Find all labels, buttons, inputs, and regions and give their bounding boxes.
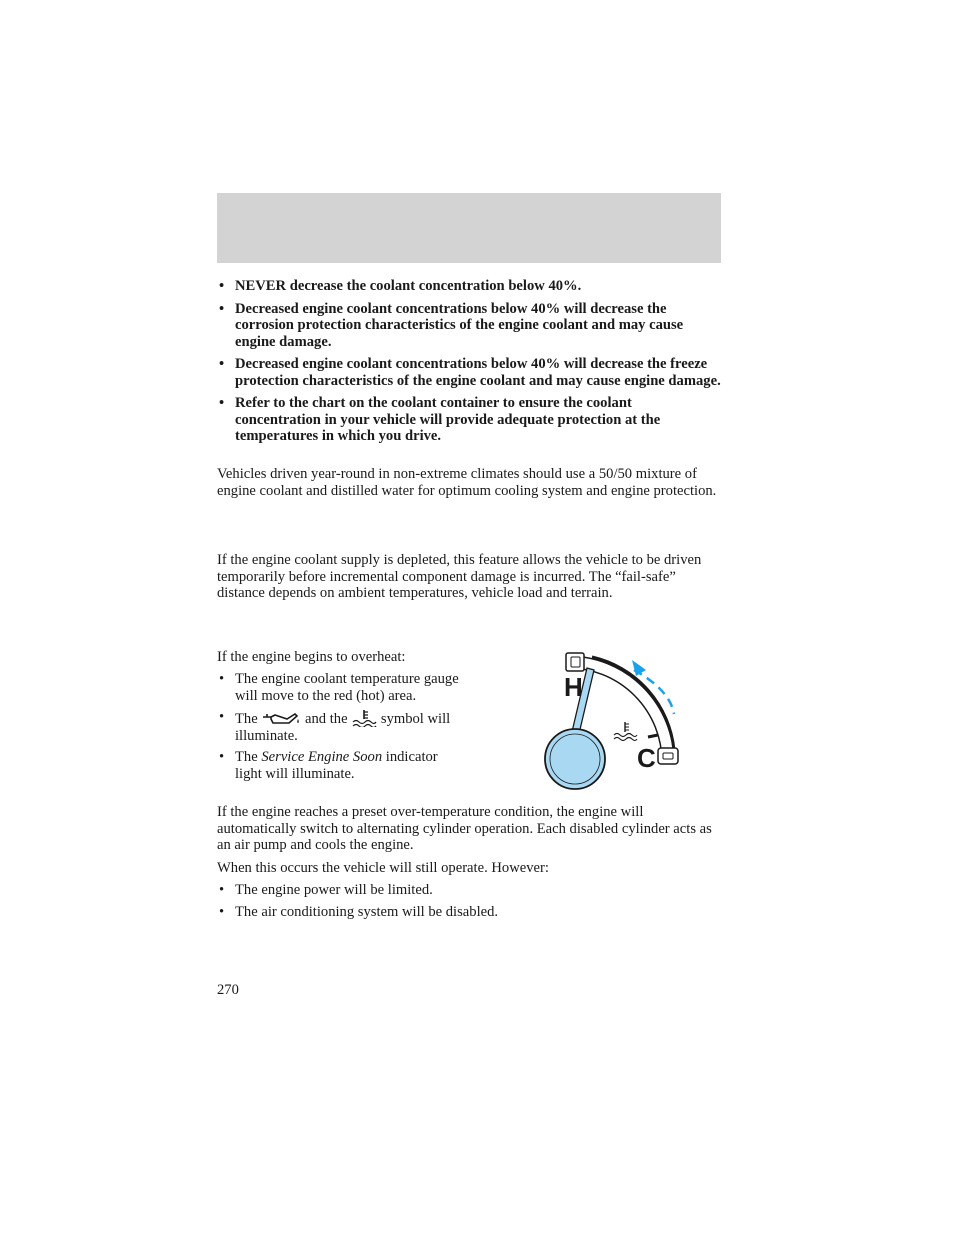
overheat-item-gauge: • The engine coolant temperature gauge will move to the red (hot) area. [219,671,459,704]
overheat-item-symbols: • The and the symbol will illuminate. [219,709,451,744]
limit-item: • The engine power will be limited. [219,882,433,898]
warning-list-block [217,278,721,451]
limit-item: • The air conditioning system will be disabled. [219,903,499,920]
gauge-cold-tick [648,735,658,737]
warning-item: • NEVER decrease the coolant concentration below 40%. [219,278,582,294]
overtemp-paragraph: If the engine reaches a preset over-temperature condition, the engine will automatically switch to alternating cylinder operation. Each disabled cylinder acts as an air pump and cools the engine. [217,804,712,853]
coolant-gauge-illustration [540,648,685,793]
warning-item: • Decreased engine coolant concentrations below 40% will decrease the freeze protection characteristics of the engine coolant and may cause engine damage. [219,356,721,389]
limits-list [217,882,721,920]
gauge-hot-label: H [564,672,583,702]
page-number: 270 [217,982,239,998]
coolant-temp-icon [614,722,637,741]
warning-item: • Decreased engine coolant concentrations below 40% will decrease the corrosion protection characteristics of the engine coolant and may cause engine damage. [219,300,684,350]
rising-temp-arrowhead [632,660,646,676]
gauge-bottom-cap [658,748,678,764]
warning-list [217,278,721,445]
gauge-needle-bulb [545,729,605,789]
oil-can-icon [261,711,301,727]
operate-paragraph: When this occurs the vehicle will still operate. However: [217,860,549,876]
gauge-top-cap [566,653,584,671]
failsafe-paragraph: If the engine coolant supply is depleted, this feature allows the vehicle to be driven temporarily before incremental component damage is incurred. The “fail-safe” distance depends on ambient temperatures, vehicle load and terrain. [217,552,702,601]
limits-list-block [217,882,721,925]
coolant-temp-icon [351,709,377,727]
overheat-item-ses: • The Service Engine Soon indicator light will illuminate. [219,749,438,782]
warning-item: • Refer to the chart on the coolant container to ensure the coolant concentration in your vehicle will provide adequate protection at the temperatures in which you drive. [219,395,661,444]
mixture-paragraph: Vehicles driven year-round in non-extreme climates should use a 50/50 mixture of engine coolant and distilled water for optimum cooling system and engine protection. [217,466,717,499]
gauge-cold-label: C [637,743,656,773]
overheat-intro: If the engine begins to overheat: [217,649,406,665]
section-header-band [217,193,721,263]
overheat-list [217,671,462,782]
overheat-list-block [217,671,462,787]
